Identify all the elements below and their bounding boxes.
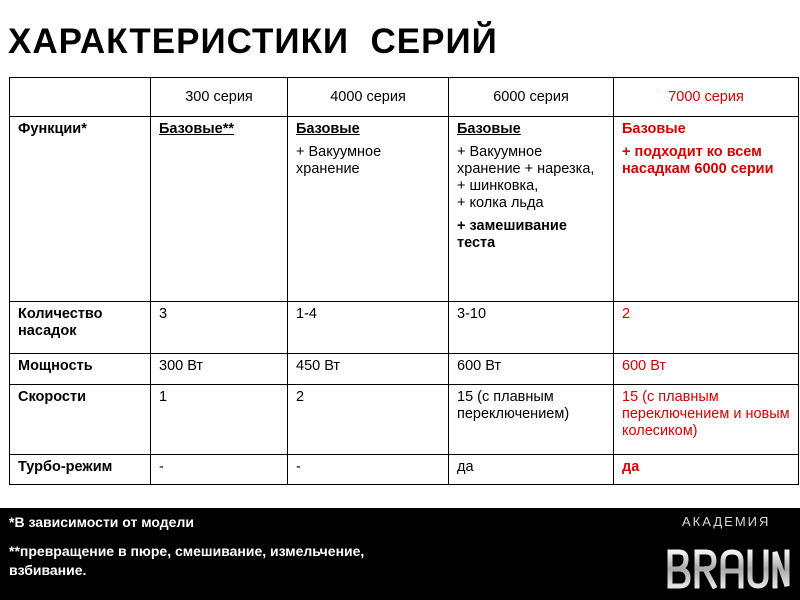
- cell-speeds-7000: 15 (с плавным переключением и новым колесиком): [614, 385, 799, 455]
- table-row-attachments: [10, 302, 799, 354]
- functions-6000-extra: + Вакуумное хранение + нарезка,: [457, 144, 595, 177]
- braun-logo: [664, 546, 792, 592]
- cell-attachments-4000: 1-4: [288, 302, 449, 354]
- functions-7000-extra: + подходит ко всем насадкам 6000 серии: [622, 144, 774, 177]
- row-label-power: Мощность: [10, 354, 151, 385]
- cell-functions-300: Базовые**: [151, 117, 288, 302]
- cell-power-300: 300 Вт: [151, 354, 288, 385]
- header-cell-300: 300 серия: [151, 78, 288, 117]
- functions-6000-extra4: + замешивание теста: [457, 218, 567, 251]
- page-title: ХАРАКТЕРИСТИКИ СЕРИЙ: [8, 22, 498, 61]
- cell-attachments-7000: 2: [614, 302, 799, 354]
- academy-label: АКАДЕМИЯ: [682, 514, 771, 529]
- table-row-functions: [10, 117, 799, 302]
- row-label-attachments: Количество насадок: [10, 302, 151, 354]
- series-comparison-table: [9, 77, 799, 485]
- header-cell-6000: 6000 серия: [449, 78, 614, 117]
- header-cell-4000: 4000 серия: [288, 78, 449, 117]
- functions-6000-extra3: + колка льда: [457, 195, 544, 211]
- row-label-turbo: Турбо-режим: [10, 455, 151, 485]
- footnote-1: *В зависимости от модели: [9, 514, 194, 530]
- row-label-functions: Функции*: [10, 117, 151, 302]
- cell-turbo-6000: да: [449, 455, 614, 485]
- header-cell-empty: [10, 78, 151, 117]
- cell-power-4000: 450 Вт: [288, 354, 449, 385]
- cell-speeds-300: 1: [151, 385, 288, 455]
- cell-functions-7000: [614, 117, 799, 302]
- cell-functions-6000: [449, 117, 614, 302]
- cell-attachments-6000: 3-10: [449, 302, 614, 354]
- cell-turbo-7000: да: [614, 455, 799, 485]
- cell-speeds-6000: 15 (с плавным переключением): [449, 385, 614, 455]
- cell-power-7000: 600 Вт: [614, 354, 799, 385]
- functions-4000-extra: + Вакуумное хранение: [296, 144, 382, 177]
- table-row-turbo: [10, 455, 799, 485]
- cell-attachments-300: 3: [151, 302, 288, 354]
- cell-turbo-4000: -: [288, 455, 449, 485]
- functions-6000-extra2: + шинковка,: [457, 178, 539, 194]
- footnote-2: **превращение в пюре, смешивание, измельчение, взбивание.: [9, 543, 365, 578]
- functions-7000-base: Базовые: [622, 121, 686, 137]
- cell-turbo-300: -: [151, 455, 288, 485]
- table-header-row: [10, 78, 799, 117]
- functions-4000-base: Базовые: [296, 121, 360, 137]
- table-row-power: [10, 354, 799, 385]
- footer-bar: [0, 508, 800, 600]
- cell-power-6000: 600 Вт: [449, 354, 614, 385]
- functions-6000-base: Базовые: [457, 121, 521, 137]
- row-label-speeds: Скорости: [10, 385, 151, 455]
- cell-speeds-4000: 2: [288, 385, 449, 455]
- table-row-speeds: [10, 385, 799, 455]
- header-cell-7000: 7000 серия: [614, 78, 799, 117]
- cell-functions-4000: [288, 117, 449, 302]
